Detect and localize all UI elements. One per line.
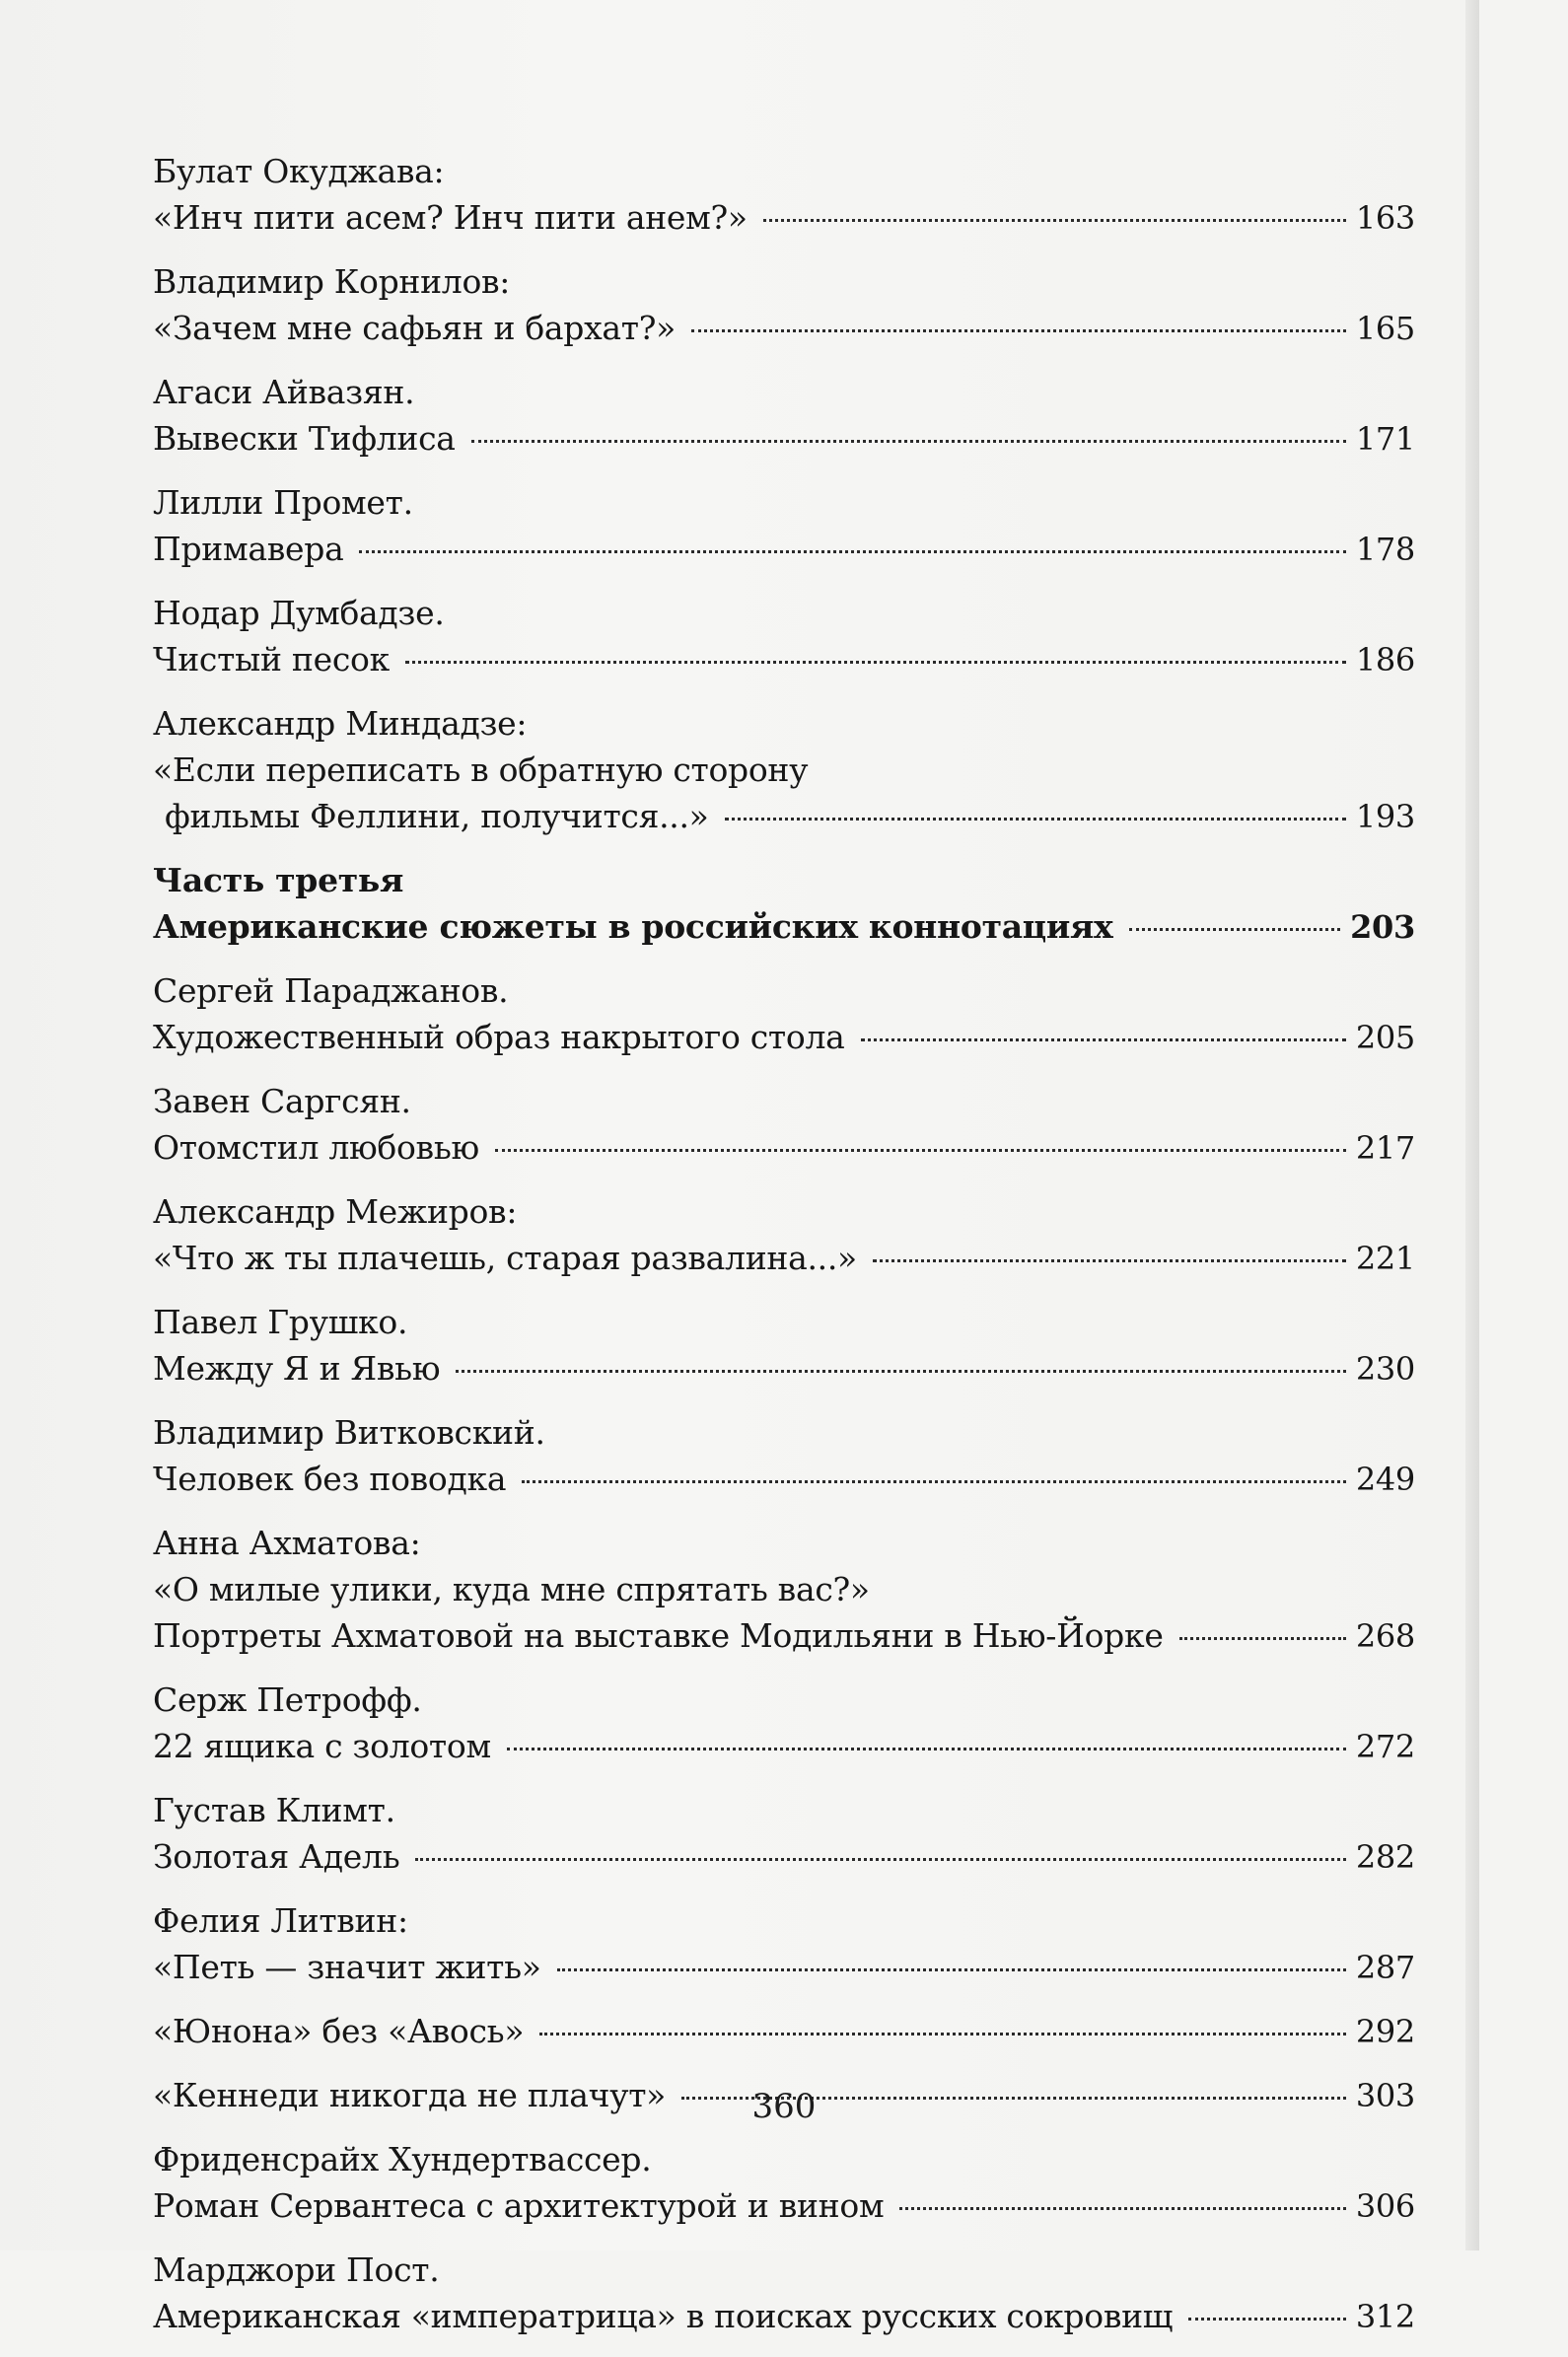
toc-author: Александр Миндадзе: [153, 704, 528, 743]
toc-page-number: 306 [1355, 2187, 1415, 2225]
toc-entry [153, 2136, 1415, 2230]
toc-entry [153, 590, 1415, 683]
toc-title: Американская «императрица» в поисках русских сокровищ [153, 2297, 1174, 2335]
toc-title: «Что ж ты плачешь, старая развалина...» [153, 1239, 857, 1277]
toc-entry [153, 258, 1415, 352]
page-edge-shadow [1465, 0, 1479, 2250]
leader-dots [1188, 2318, 1346, 2321]
toc-entry [153, 1677, 1415, 1770]
part-title: Американские сюжеты в российских коннотациях [153, 907, 1113, 946]
part-label: Часть третья [153, 861, 404, 899]
toc-entry [153, 1299, 1415, 1393]
toc-page-number: 186 [1355, 641, 1415, 679]
leader-dots [557, 1968, 1346, 1971]
leader-dots [415, 1858, 1345, 1861]
toc-entry [153, 2247, 1415, 2340]
toc-author: Агаси Айвазян. [153, 373, 415, 411]
toc-page-number: 193 [1355, 798, 1415, 835]
toc-page-number: 282 [1355, 1838, 1415, 1876]
toc-title: «Зачем мне сафьян и бархат?» [153, 309, 677, 347]
toc-author: Фелия Литвин: [153, 1901, 408, 1940]
toc-entry [153, 1409, 1415, 1503]
toc-entry [153, 1897, 1415, 1991]
toc-page-number: 230 [1355, 1350, 1415, 1388]
toc-page-number: 292 [1355, 2013, 1415, 2050]
toc-author: Завен Саргсян. [153, 1082, 411, 1120]
leader-dots [405, 661, 1346, 664]
toc-title-line: «Если переписать в обратную сторону [153, 750, 809, 789]
toc-title: Роман Сервантеса с архитектурой и вином [153, 2186, 885, 2225]
toc-page-number: 205 [1355, 1019, 1415, 1056]
toc-author: Павел Грушко. [153, 1303, 408, 1341]
leader-dots [691, 329, 1346, 332]
leader-dots [1179, 1637, 1346, 1640]
leader-dots [359, 550, 1345, 553]
leader-dots [763, 219, 1346, 222]
leader-dots [456, 1370, 1346, 1373]
toc-title-line: «О милые улики, куда мне спрятать вас?» [153, 1570, 870, 1608]
toc-entry [153, 967, 1415, 1061]
toc-title: «Инч пити асем? Инч пити анем?» [153, 198, 748, 237]
toc-entry [153, 1078, 1415, 1172]
toc-page-number: 165 [1355, 310, 1415, 347]
leader-dots [861, 1038, 1346, 1041]
toc-author: Густав Климт. [153, 1791, 395, 1829]
toc-author: Сергей Параджанов. [153, 971, 509, 1010]
leader-dots [1129, 928, 1341, 931]
toc-entry [153, 369, 1415, 463]
toc-title: «Петь — значит жить» [153, 1948, 541, 1986]
leader-dots [495, 1149, 1346, 1152]
toc-entry [153, 2008, 1415, 2055]
toc-part-heading [153, 857, 1415, 951]
toc-page-number: 303 [1355, 2077, 1415, 2114]
toc-title: 22 ящика с золотом [153, 1727, 491, 1765]
toc-title: Золотая Адель [153, 1837, 400, 1876]
toc-author: Владимир Корнилов: [153, 262, 511, 301]
toc-page-number: 171 [1355, 420, 1415, 458]
toc-title: Художественный образ накрытого стола [153, 1018, 845, 1056]
toc-entry [153, 148, 1415, 242]
leader-dots [539, 2033, 1346, 2036]
toc-page-number: 249 [1355, 1461, 1415, 1498]
toc-title: Вывески Тифлиса [153, 419, 456, 458]
leader-dots [873, 1259, 1346, 1262]
leader-dots [522, 1480, 1346, 1483]
toc-author: Анна Ахматова: [153, 1524, 421, 1562]
toc-page-number: 268 [1355, 1617, 1415, 1655]
toc-author: Нодар Думбадзе. [153, 594, 445, 632]
toc-author: Александр Межиров: [153, 1192, 518, 1231]
toc-entry [153, 1520, 1415, 1660]
page-number-folio: 360 [751, 2087, 817, 2126]
toc-entry [153, 1787, 1415, 1881]
toc-entry [153, 700, 1415, 840]
toc-title: Портреты Ахматовой на выставке Модильяни в Нью-Йорке [153, 1616, 1164, 1655]
toc-title: Чистый песок [153, 640, 390, 679]
toc-author: Фриденсрайх Хундертвассер. [153, 2140, 652, 2178]
toc-title: Примавера [153, 530, 344, 568]
leader-dots [899, 2207, 1346, 2210]
toc-title: «Кеннеди никогда не плачут» [153, 2076, 667, 2114]
toc-author: Лилли Промет. [153, 483, 413, 522]
toc-title: фильмы Феллини, получится...» [165, 797, 709, 835]
leader-dots [725, 818, 1346, 821]
toc-page-number: 221 [1355, 1240, 1415, 1277]
toc-title: «Юнона» без «Авось» [153, 2012, 525, 2050]
toc-page-number: 287 [1355, 1949, 1415, 1986]
toc-author: Серж Петрофф. [153, 1680, 422, 1719]
leader-dots [471, 440, 1346, 443]
toc-title: Отомстил любовью [153, 1128, 479, 1167]
toc-author: Марджори Пост. [153, 2250, 440, 2289]
toc-page-number: 217 [1355, 1129, 1415, 1167]
toc-page-number: 272 [1355, 1728, 1415, 1765]
toc-page-number: 203 [1350, 908, 1415, 946]
toc-author: Владимир Витковский. [153, 1413, 545, 1452]
toc-title: Между Я и Явью [153, 1349, 441, 1388]
toc-page-number: 178 [1355, 531, 1415, 568]
toc-entry [153, 479, 1415, 573]
toc-title: Человек без поводка [153, 1460, 507, 1498]
table-of-contents [153, 148, 1415, 2357]
toc-author: Булат Окуджава: [153, 152, 445, 190]
toc-entry [153, 1188, 1415, 1282]
toc-page-number: 163 [1355, 199, 1415, 237]
toc-page-number: 312 [1355, 2298, 1415, 2335]
leader-dots [507, 1748, 1346, 1750]
